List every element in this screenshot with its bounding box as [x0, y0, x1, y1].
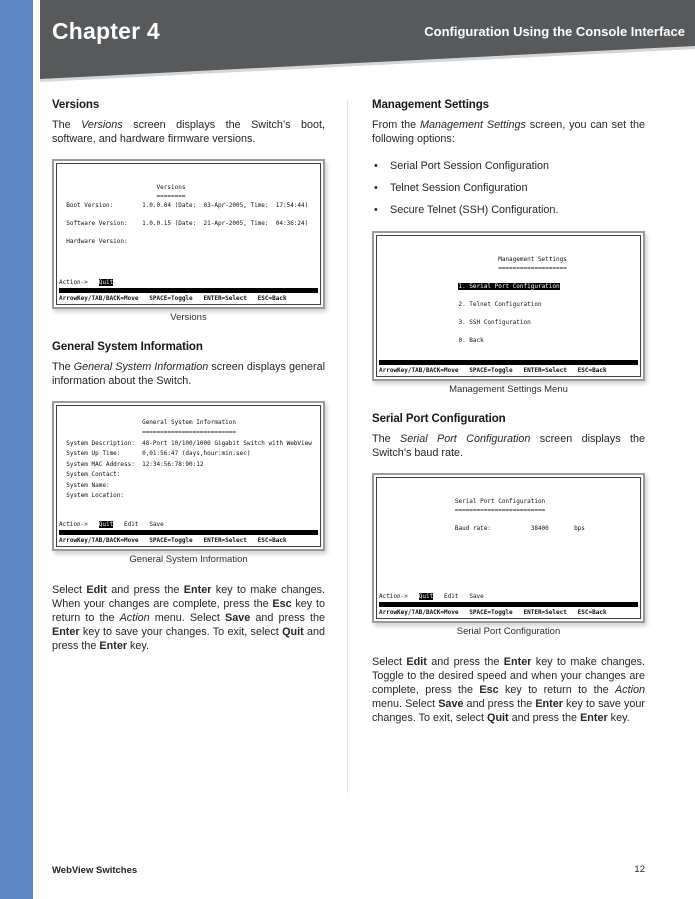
- caption-management-settings-menu: Management Settings Menu: [449, 384, 568, 395]
- text-segment: and press the: [508, 712, 581, 724]
- terminal-line: Boot Version: 1.0.0.04 (Date: 03-Apr-2005, Time: 17:54:44): [59, 202, 309, 209]
- terminal-segment: Action->: [379, 593, 419, 600]
- terminal-help-line: ArrowKey/TAB/BACK=Move SPACE=Toggle ENTER=Select ESC=Back: [379, 367, 607, 374]
- bullet-icon: •: [374, 160, 378, 172]
- terminal-line: [379, 327, 638, 336]
- terminal-line: System Location:: [59, 492, 125, 499]
- terminal-segment: Quit: [98, 279, 114, 286]
- right-column: [372, 99, 645, 738]
- section-heading-management-settings: Management Settings: [372, 99, 489, 111]
- section-heading-serial-port-configuration: Serial Port Configuration: [372, 413, 506, 425]
- paragraph-general-system-information: [52, 360, 325, 388]
- terminal-line: General System Information: [59, 418, 237, 426]
- terminal-status-bar: [59, 288, 318, 293]
- text-segment: Select: [372, 656, 407, 668]
- terminal-status-bar: [379, 360, 638, 365]
- terminal-help-line: ArrowKey/TAB/BACK=Move SPACE=Toggle ENTER=Select ESC=Back: [59, 537, 287, 544]
- text-segment: screen displays general information about the Switch.: [52, 361, 326, 387]
- terminal-line: Baud rate: 38400 bps: [379, 525, 585, 532]
- screenshot-management-settings: [372, 231, 645, 381]
- terminal-help-line: ArrowKey/TAB/BACK=Move SPACE=Toggle ENTER=Select ESC=Back: [59, 295, 287, 302]
- text-segment: menu. Select: [149, 612, 225, 624]
- terminal-line: [59, 174, 318, 183]
- text-segment: screen displays the Switch’s boot, software, and hardware firmware versions.: [52, 119, 326, 145]
- text-segment: key to return to the: [498, 684, 615, 696]
- paragraph-management-settings: [372, 118, 645, 146]
- footer-page-number: 12: [634, 864, 645, 875]
- text-segment: key to save your changes. To exit, select: [372, 698, 645, 724]
- terminal-line: [379, 488, 638, 497]
- caption-general-system-information: General System Information: [129, 554, 248, 565]
- text-segment: screen, you can set the following options:: [372, 119, 645, 145]
- column-divider: [347, 100, 348, 793]
- text-segment: Quit: [487, 712, 509, 724]
- bullet-item-serial-port-session: [374, 159, 645, 173]
- text-segment: Save: [438, 698, 464, 710]
- terminal-status-bar: [379, 602, 638, 607]
- terminal-screen-general-system-information: [56, 405, 321, 547]
- text-segment: The: [52, 361, 74, 373]
- text-segment: Esc: [272, 598, 292, 610]
- terminal-action-line: [59, 520, 318, 529]
- terminal-screen-management-settings: [376, 235, 641, 377]
- text-segment: Enter: [535, 698, 563, 710]
- terminal-line: Software Version: 1.0.0.15 (Date: 21-Apr-2005, Time: 04:36:24): [59, 220, 309, 227]
- text-segment: Action: [119, 612, 150, 624]
- text-segment: Edit: [406, 656, 427, 668]
- terminal-line: =========================: [379, 507, 546, 514]
- terminal-line: [379, 515, 638, 524]
- terminal-segment: Action->: [59, 521, 99, 528]
- text-segment: Enter: [183, 584, 212, 596]
- terminal-segment: Edit Save: [433, 593, 484, 600]
- text-segment: Save: [225, 612, 251, 624]
- text-segment: Quit: [282, 626, 304, 638]
- left-accent-stripe: [0, 0, 33, 899]
- bullet-label: Telnet Session Configuration: [390, 182, 528, 194]
- screenshot-general-system-information: [52, 401, 325, 551]
- text-segment: key.: [607, 712, 630, 724]
- text-segment: Enter: [503, 656, 532, 668]
- terminal-line: System Name:: [59, 481, 110, 489]
- text-segment: and press the: [250, 612, 326, 624]
- text-segment: Serial Port Configuration: [400, 433, 531, 445]
- text-segment: From the: [372, 119, 420, 131]
- text-segment: and press the: [106, 584, 184, 596]
- terminal-line: System Contact:: [59, 471, 121, 478]
- terminal-segment: Quit: [418, 593, 434, 600]
- terminal-body: [59, 407, 318, 520]
- left-column: [52, 99, 325, 666]
- terminal-body: [59, 165, 318, 278]
- terminal-line: 3. SSH Configuration: [379, 319, 531, 326]
- terminal-line: Hardware Version:: [59, 238, 128, 245]
- text-segment: Enter: [99, 640, 128, 652]
- header-band: [40, 0, 695, 82]
- terminal-action-line: [379, 592, 638, 601]
- bullet-icon: •: [374, 182, 378, 194]
- bullet-icon: •: [374, 204, 378, 216]
- terminal-segment: Quit: [98, 521, 114, 528]
- terminal-body: [379, 479, 638, 592]
- text-segment: and press the: [463, 698, 536, 710]
- text-segment: The: [52, 119, 82, 131]
- terminal-line: [379, 291, 638, 300]
- terminal-line: [379, 282, 638, 291]
- text-segment: Enter: [52, 626, 80, 638]
- terminal-line: [59, 165, 318, 174]
- terminal-line: ========: [59, 193, 186, 200]
- section-heading-versions: Versions: [52, 99, 100, 111]
- text-segment: key to make changes. Toggle to the desired speed and when your changes are complete, press the: [372, 656, 645, 696]
- text-segment: key to return to the: [52, 598, 325, 624]
- text-segment: key.: [127, 640, 150, 652]
- terminal-screen-versions: [56, 163, 321, 305]
- text-segment: Versions: [81, 119, 123, 131]
- terminal-line: [59, 228, 318, 237]
- terminal-line: ===================: [379, 265, 567, 272]
- terminal-line: Versions: [59, 184, 186, 191]
- terminal-line: [59, 210, 318, 219]
- bullet-list: [374, 159, 645, 217]
- terminal-line: System Up Time: 0,01:56:47 (days,hour:min:sec): [59, 450, 251, 457]
- paragraph-versions: [52, 118, 325, 146]
- text-segment: Enter: [580, 712, 608, 724]
- terminal-segment: Edit Save: [113, 521, 164, 528]
- terminal-status-bar: [59, 530, 318, 535]
- terminal-line: Management Settings: [379, 256, 567, 263]
- bullet-label: Secure Telnet (SSH) Configuration.: [390, 204, 559, 216]
- terminal-line: 2. Telnet Configuration: [379, 301, 542, 308]
- caption-serial-port-configuration: Serial Port Configuration: [456, 626, 561, 637]
- terminal-line: [379, 237, 638, 246]
- caption-versions: Versions: [170, 312, 207, 323]
- text-segment: Management Settings: [419, 119, 526, 131]
- terminal-screen-serial-port-configuration: [376, 477, 641, 619]
- terminal-line: [379, 479, 638, 488]
- text-segment: Select: [52, 584, 87, 596]
- terminal-line: System MAC Address: 12:34:56:78:90:12: [59, 460, 204, 468]
- paragraph-edit-instructions-left: [52, 583, 325, 653]
- terminal-line: [379, 309, 638, 318]
- terminal-body: [379, 237, 638, 359]
- footer-product-name: WebView Switches: [52, 865, 138, 876]
- text-segment: Esc: [479, 684, 499, 696]
- bullet-label: Serial Port Session Configuration: [390, 160, 550, 172]
- screenshot-serial-port-configuration: [372, 473, 645, 623]
- text-segment: Edit: [86, 584, 107, 596]
- terminal-line: [379, 273, 638, 282]
- text-segment: key to save your changes. To exit, select: [79, 626, 283, 638]
- terminal-line: ==========================: [59, 429, 237, 436]
- terminal-action-line: [59, 278, 318, 287]
- terminal-segment: Action->: [59, 279, 99, 286]
- terminal-segment: [379, 283, 458, 290]
- terminal-help-line: ArrowKey/TAB/BACK=Move SPACE=Toggle ENTER=Select ESC=Back: [379, 609, 607, 616]
- section-heading-general-system-information: General System Information: [52, 341, 203, 353]
- text-segment: and press the: [426, 656, 504, 668]
- bullet-item-telnet-session: [374, 181, 645, 195]
- paragraph-edit-instructions-right: [372, 655, 645, 725]
- text-segment: and press the: [52, 626, 325, 652]
- bullet-item-secure-telnet: [374, 203, 645, 217]
- page-title: Configuration Using the Console Interface: [424, 24, 685, 39]
- text-segment: screen displays the Switch’s baud rate.: [372, 433, 645, 459]
- terminal-line: [59, 407, 318, 418]
- terminal-line: [379, 246, 638, 255]
- terminal-segment: 1. Serial Port Configuration: [458, 283, 560, 290]
- text-segment: key to make changes. When your changes are complete, press the: [52, 584, 325, 610]
- terminal-line: 0. Back: [379, 337, 484, 344]
- terminal-line: System Description: 48-Port 10/100/1000 Gigabit Switch with WebView: [59, 439, 312, 447]
- chapter-label: Chapter 4: [52, 18, 160, 44]
- text-segment: General System Information: [73, 361, 209, 373]
- text-segment: The: [372, 433, 400, 445]
- paragraph-serial-port-configuration: [372, 432, 645, 460]
- terminal-line: Serial Port Configuration: [379, 498, 546, 505]
- screenshot-versions: [52, 159, 325, 309]
- text-segment: menu. Select: [372, 698, 439, 710]
- text-segment: Action: [614, 684, 645, 696]
